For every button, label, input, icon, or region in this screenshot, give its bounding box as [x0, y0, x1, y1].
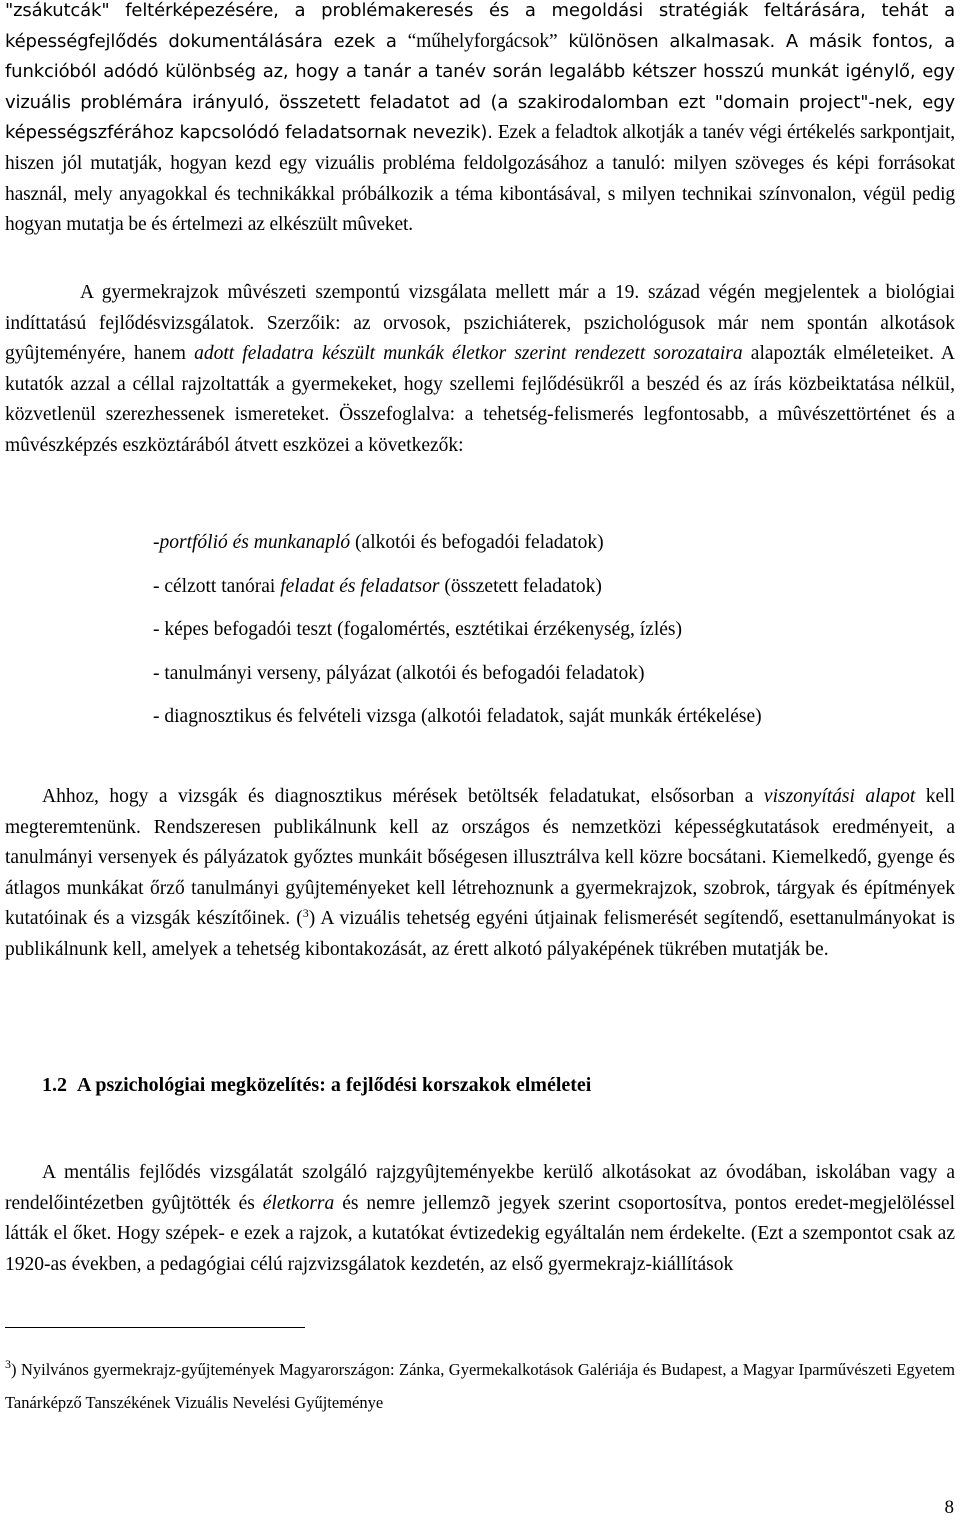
- paragraph-4-text-c: és nemre jellemzõ jegyek szerint csoportosítva, pontos eredet-megjelöléssel látták el őket. Hogy szépek- e ezek a rajzok, a kutatókat évtizedekig egyáltalán nem érdekelte. (Ezt a szempontot csak az 1920-as években, a pedagógiai célú rajzvizsgálatok kezdetén, az első gyermekrajz-kiállítások: [5, 1192, 955, 1275]
- section-heading: [42, 1074, 591, 1097]
- list-item: [153, 528, 762, 572]
- paragraph-3-text-a: Ahhoz, hogy a vizsgák és diagnosztikus mérések betöltsék feladatukat, elsősorban a: [42, 786, 764, 807]
- paragraph-3-text-c: kell megteremtenünk. Rendszeresen publikálnunk kell az országos és nemzetközi képességkutatások eredményeit, a tanulmányi versenyek és pályázatok győztes munkáit bőségesen illusztrálva kell közre bocsátani. Kiemelkedő, gyenge és átlagos munkákat őrző tanulmányi gyûjteményeket kell létrehoznunk a gyermekrajzok, szobrok, tárgyak és építmények kutatóinak és a vizsgák készítőinek. (: [5, 786, 955, 930]
- paragraph-2-emphasis: adott feladatra készült munkák életkor szerint rendezett sorozataira: [194, 343, 743, 365]
- list-item-prefix: -: [153, 532, 160, 553]
- list-item-rest: (alkotói és befogadói feladatok): [350, 532, 604, 553]
- paragraph-4-emphasis: életkorra: [262, 1192, 335, 1214]
- footnote: [5, 1353, 955, 1419]
- list-item-prefix: - célzott tanórai: [153, 575, 281, 597]
- footnote-text: ) Nyilvános gyermekrajz-gyűjtemények Magyarországon: Zánka, Gyermekalkotások Galériája és Budapest, a Magyar Iparművészeti Egyetem Tanárképző Tanszékének Vizuális Nevelési Gyűjteménye: [5, 1360, 955, 1412]
- section-title: A pszichológiai megközelítés: a fejlődési korszakok elméletei: [77, 1074, 592, 1096]
- list-item: [153, 572, 762, 616]
- list-item: [153, 659, 762, 703]
- paragraph-1: [5, 0, 955, 241]
- paragraph-3-emphasis: viszonyítási alapot: [763, 786, 916, 807]
- list-item-prefix: - képes befogadói teszt (fogalomértés, esztétikai érzékenység, ízlés): [153, 619, 682, 640]
- footnote-divider: [5, 1327, 305, 1328]
- page-number: 8: [944, 1497, 954, 1518]
- footnote-marker: 3: [5, 1357, 11, 1371]
- list-item-prefix: - diagnosztikus és felvételi vizsga (alkotói feladatok, saját munkák értékelése): [153, 706, 762, 727]
- tool-list: [153, 528, 762, 746]
- paragraph-2-text-c: alapozták elméleteiket. A kutatók azzal a céllal rajzoltatták a gyermekeket, hogy szellemi fejlődésükről a beszéd és az írás közbeiktatása nélkül, közvetlenül szerezhessenek ismereteket. Összefoglalva: a tehetség-felismerés legfontosabb, a mûvészettörténet és a mûvészképzés eszköztárából átvett eszközei a következők:: [5, 343, 955, 456]
- list-item: [153, 702, 762, 746]
- paragraph-4-text-a: A mentális fejlődés vizsgálatát szolgáló rajzgyûjteményekbe kerülő alkotásokat az óvodában, iskolában vagy a rendelőintézetben gyûjtötték és: [5, 1162, 955, 1214]
- paragraph-4: [5, 1158, 955, 1280]
- list-item-prefix: - tanulmányi verseny, pályázat (alkotói és befogadói feladatok): [153, 662, 645, 684]
- paragraph-1-text-c: különösen alkalmasak. A másik fontos, a funkcióból adódó különbség az, hogy a tanár a tanév során legalább kétszer hosszú munkát igénylő, egy vizuális problémára irányuló, összetett feladatot ad (a szakirodalomban ezt "domain project"-nek, egy képességszférához kapcsolódó feladatsornak nevezik).: [5, 30, 955, 144]
- paragraph-1-text-d: Ezek a feladtok alkotják a tanév végi értékelés sarkpontjait, hiszen jól mutatják, hogyan kezd egy vizuális probléma feldolgozásához a tanuló: milyen szöveges és képi forrásokat használ, mely anyagokkal és technikákkal próbálkozik a téma kibontásával, s milyen technikai színvonalon, végül pedig hogyan mutatja be és értelmezi az elkészült mûveket.: [5, 122, 955, 236]
- paragraph-2: [5, 278, 955, 462]
- list-item: [153, 615, 762, 659]
- list-item-emphasis: feladat és feladatsor: [280, 575, 440, 597]
- paragraph-3: [5, 782, 955, 966]
- footnote-reference[interactable]: 3: [302, 906, 309, 921]
- section-number: 1.2: [42, 1074, 67, 1096]
- paragraph-1-text-a: "zsákutcák" feltérképezésére, a problémakeresés és a megoldási stratégiák feltárására, tehát a képességfejlődés dokumentálására ezek a: [5, 0, 955, 52]
- paragraph-2-text-a: A gyermekrajzok mûvészeti szempontú vizsgálata mellett már a 19. század végén megjelentek a biológiai indíttatású fejlődésvizsgálatok. Szerzőik: az orvosok, pszichiáterek, pszichológusok már nem spontán alkotások gyûjteményére, hanem: [5, 282, 955, 365]
- paragraph-1-quote: “műhelyforgácsok”: [407, 30, 558, 52]
- list-item-emphasis: portfólió és munkanapló: [159, 532, 351, 553]
- list-item-rest: (összetett feladatok): [439, 575, 602, 597]
- paragraph-3-text-d: ) A vizuális tehetség egyéni útjainak felismerését segítendő, esettanulmányokat is publikálnunk kell, amelyek a tehetség kibontakozását, az érett alkotó pályaképének tükrében mutatják be.: [5, 908, 955, 960]
